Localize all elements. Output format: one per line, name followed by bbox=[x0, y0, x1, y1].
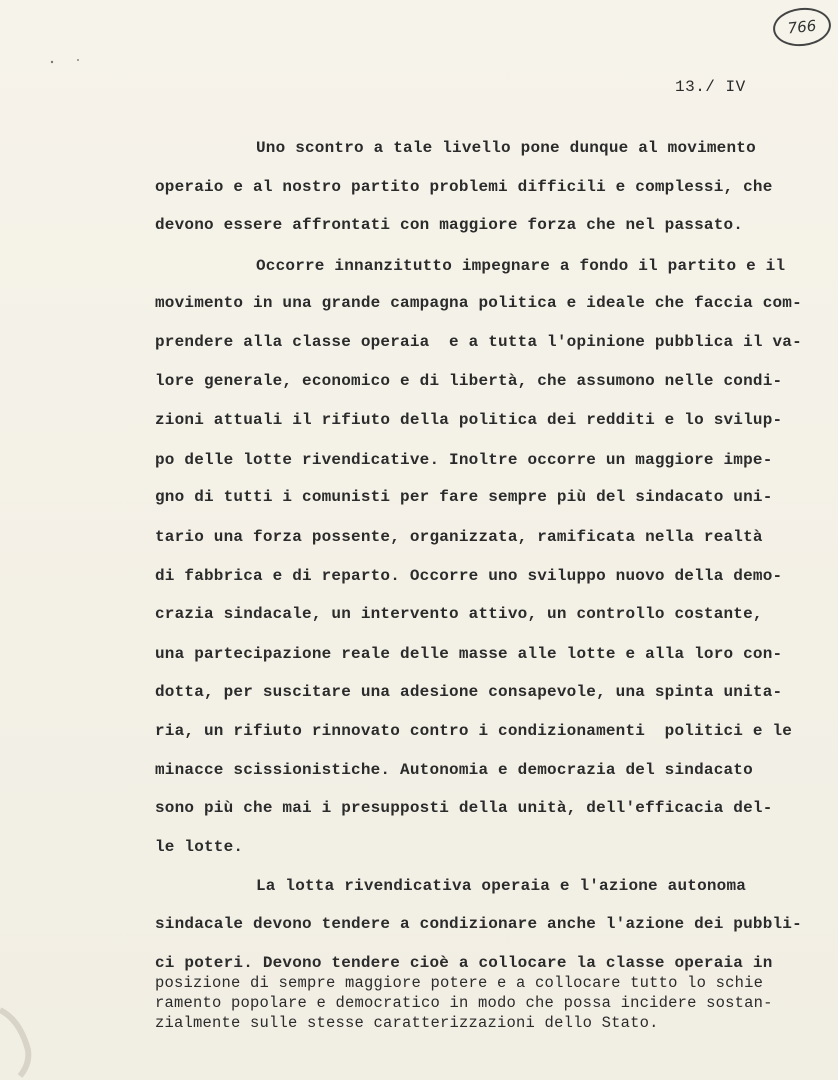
text-line: operaio e al nostro partito problemi difficili e complessi, che bbox=[155, 178, 773, 196]
text-line: tario una forza possente, organizzata, ramificata nella realtà bbox=[155, 528, 763, 546]
text-line: sono più che mai i presupposti della unità, dell'efficacia del- bbox=[155, 799, 773, 817]
text-line: Uno scontro a tale livello pone dunque al movimento bbox=[256, 139, 756, 157]
stamp-number: 766 bbox=[786, 16, 818, 38]
text-line: una partecipazione reale delle masse alle lotte e alla loro con- bbox=[155, 645, 783, 663]
page-number: 13./ IV bbox=[675, 78, 746, 96]
text-line: zioni attuali il rifiuto della politica dei redditi e lo svilup- bbox=[155, 411, 783, 429]
text-line: po delle lotte rivendicative. Inoltre occorre un maggiore impe- bbox=[155, 451, 773, 469]
text-line: dotta, per suscitare una adesione consapevole, una spinta unita- bbox=[155, 683, 783, 701]
text-line: devono essere affrontati con maggiore forza che nel passato. bbox=[155, 216, 744, 234]
text-line: movimento in una grande campagna politica e ideale che faccia com- bbox=[155, 294, 802, 312]
text-line: sindacale devono tendere a condizionare anche l'azione dei pubbli- bbox=[155, 915, 802, 933]
text-line: lore generale, economico e di libertà, che assumono nelle condi- bbox=[155, 372, 783, 390]
text-line: Occorre innanzitutto impegnare a fondo il partito e il bbox=[256, 257, 786, 275]
watermark-swirl bbox=[0, 1010, 28, 1076]
speck-mark bbox=[77, 59, 79, 61]
text-line: ci poteri. Devono tendere cioè a collocare la classe operaia in bbox=[155, 954, 773, 972]
text-line: di fabbrica e di reparto. Occorre uno sviluppo nuovo della demo- bbox=[155, 567, 783, 585]
text-line-typed: zialmente sulle stesse caratterizzazioni dello Stato. bbox=[155, 1014, 659, 1032]
text-line: gno di tutti i comunisti per fare sempre più del sindacato uni- bbox=[155, 488, 773, 506]
text-line: La lotta rivendicativa operaia e l'azione autonoma bbox=[256, 877, 747, 895]
text-line-typed: posizione di sempre maggiore potere e a collocare tutto lo schie bbox=[155, 974, 764, 992]
text-line-typed: ramento popolare e democratico in modo che possa incidere sostan- bbox=[155, 994, 773, 1012]
text-line: ria, un rifiuto rinnovato contro i condizionamenti politici e le bbox=[155, 722, 793, 740]
text-line: prendere alla classe operaia e a tutta l'opinione pubblica il va- bbox=[155, 333, 802, 351]
speck-mark bbox=[51, 61, 53, 63]
text-line: minacce scissionistiche. Autonomia e democrazia del sindacato bbox=[155, 761, 753, 779]
text-line: le lotte. bbox=[155, 838, 244, 856]
text-line: crazia sindacale, un intervento attivo, un controllo costante, bbox=[155, 605, 763, 623]
